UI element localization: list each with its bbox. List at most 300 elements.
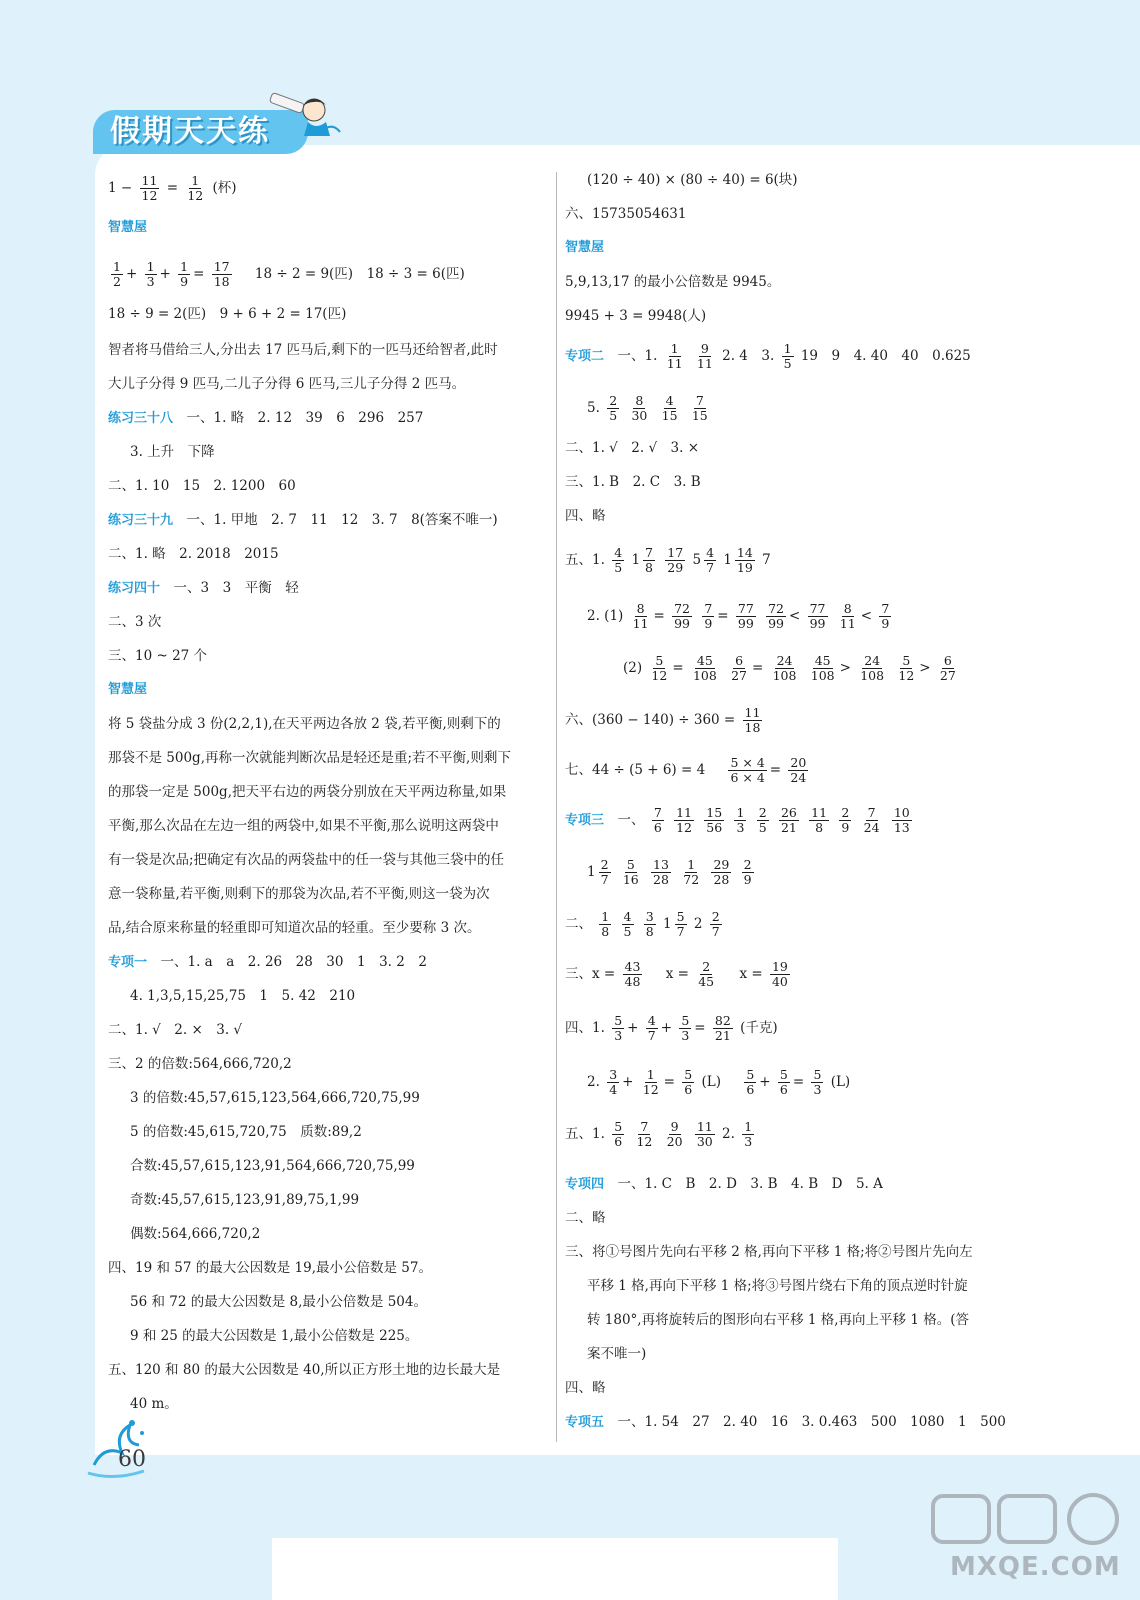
numerator: 5 <box>813 1067 822 1082</box>
numerator: 2 <box>711 909 720 924</box>
text-segment: (L) <box>701 1074 722 1090</box>
denominator: 3 <box>681 1028 690 1043</box>
text-segment: 五、1. <box>565 552 605 568</box>
fraction <box>679 1014 691 1043</box>
fraction <box>631 602 651 631</box>
numerator: 11 <box>744 705 761 720</box>
text-segment: + <box>125 266 138 282</box>
denominator: 9 <box>743 872 752 887</box>
denominator: 7 <box>706 560 715 575</box>
denominator: 13 <box>893 820 910 835</box>
text-segment: 2. 4 3. <box>722 348 775 364</box>
text-segment: = <box>717 608 729 624</box>
numerator: 2 <box>702 959 711 974</box>
fraction <box>695 1120 715 1149</box>
numerator: 24 <box>864 653 881 668</box>
text-segment: 1 <box>631 552 641 568</box>
numerator: 7 <box>653 805 662 820</box>
fraction <box>672 602 692 631</box>
answer-line <box>565 546 771 575</box>
fraction <box>735 546 755 575</box>
fraction <box>178 260 190 289</box>
fraction <box>729 654 749 683</box>
answer-line <box>587 858 757 887</box>
fraction <box>713 1014 733 1043</box>
fraction <box>644 910 656 939</box>
text-segment: 一、1. a a 2. 26 28 30 1 3. 2 2 <box>160 954 427 970</box>
denominator: 99 <box>768 616 784 631</box>
numerator: 11 <box>141 173 158 188</box>
fraction <box>757 806 769 835</box>
answer-line: 四、略 <box>565 1380 606 1396</box>
denominator: 99 <box>809 616 826 631</box>
denominator: 19 <box>736 560 753 575</box>
answer-line: 那袋不是 500g,再称一次就能判断次品是轻还是重;若不平衡,则剩下 <box>108 750 511 766</box>
numerator: 4 <box>665 393 674 408</box>
numerator: 7 <box>695 393 704 408</box>
denominator: 6 <box>684 1082 693 1097</box>
fraction <box>742 858 754 887</box>
text-segment: x = <box>665 966 689 982</box>
fraction <box>634 1120 654 1149</box>
answer-line: 4. 1,3,5,15,25,75 1 5. 42 210 <box>130 988 356 1004</box>
text-segment: = <box>769 762 782 778</box>
answer-line <box>623 654 961 683</box>
answer-line: 偶数:564,666,720,2 <box>130 1226 261 1242</box>
text-segment: x = <box>739 966 763 982</box>
cartoon-kid-icon <box>268 88 343 143</box>
answer-line: 六、15735054631 <box>565 206 687 222</box>
numerator: 9 <box>700 341 709 356</box>
numerator: 5 <box>614 1119 623 1134</box>
section-heading: 智慧屋 <box>108 220 148 235</box>
denominator: 11 <box>696 356 713 371</box>
denominator: 9 <box>704 616 713 631</box>
footer-blank-box <box>272 1538 838 1600</box>
text-segment: + <box>759 1074 771 1090</box>
answer-line: 合数:45,57,615,123,91,564,666,720,75,99 <box>130 1158 415 1174</box>
fraction <box>185 174 205 203</box>
denominator: 6 <box>746 1082 755 1097</box>
numerator: 11 <box>696 1119 713 1134</box>
denominator: 12 <box>676 820 692 835</box>
numerator: 45 <box>696 653 713 668</box>
text-segment: 1 <box>587 864 596 880</box>
answer-line: 四、19 和 57 的最大公因数是 19,最小公倍数是 57。 <box>108 1260 432 1276</box>
numerator: 77 <box>809 601 826 616</box>
fraction <box>696 960 716 989</box>
numerator: 1 <box>113 259 121 274</box>
text-segment: = <box>663 1074 675 1090</box>
answer-line: 大儿子分得 9 匹马,二儿子分得 6 匹马,三儿子分得 2 匹马。 <box>108 376 466 392</box>
denominator: 72 <box>683 872 700 887</box>
answer-line <box>565 1412 1006 1433</box>
fraction <box>599 910 611 939</box>
answer-line: 意一袋称量,若平衡,则剩下的那袋为次品,若不平衡,则这一袋为次 <box>108 886 490 902</box>
answer-line: 品,结合原来称量的轻重即可知道次品的轻重。至少要称 3 次。 <box>108 920 481 936</box>
text-segment: = <box>694 1020 706 1036</box>
fraction <box>734 806 746 835</box>
answer-line: 二、1. 略 2. 2018 2015 <box>108 546 279 562</box>
watermark-logo-icon <box>925 1488 1135 1548</box>
numerator: 4 <box>647 1013 656 1028</box>
denominator: 6 <box>653 820 662 835</box>
text-segment: 六、(360 − 140) ÷ 360 = <box>565 712 736 728</box>
answer-line <box>587 602 894 631</box>
numerator: 1 <box>180 259 189 274</box>
fraction <box>652 806 664 835</box>
numerator: 6 <box>735 653 744 668</box>
fraction <box>599 858 611 887</box>
fraction <box>651 858 671 887</box>
denominator: 9 <box>881 616 890 631</box>
denominator: 20 <box>666 1134 683 1149</box>
numerator: 26 <box>780 805 797 820</box>
denominator: 12 <box>636 1134 653 1149</box>
text-segment: 一、1. 54 27 2. 40 16 3. 0.463 500 1080 1 500 <box>617 1414 1006 1430</box>
fraction <box>938 654 958 683</box>
answer-line: 40 m。 <box>130 1396 178 1412</box>
text-segment: 18 ÷ 2 = 9(匹) 18 ÷ 3 = 6(匹) <box>254 266 465 282</box>
answer-line: 三、1. B 2. C 3. B <box>565 474 701 490</box>
numerator: 1 <box>744 1119 753 1134</box>
denominator: 108 <box>860 668 885 683</box>
answer-line: 三、将①号图片先向右平移 2 格,再向下平移 1 格;将②号图片先向左 <box>565 1244 973 1260</box>
text-segment: 一、1. <box>617 348 658 364</box>
denominator: 56 <box>706 820 723 835</box>
answer-line: 三、10 ~ 27 个 <box>108 648 208 664</box>
numerator: 9 <box>670 1119 679 1134</box>
fraction <box>691 654 719 683</box>
answer-line <box>108 578 299 599</box>
text-segment: 7 <box>762 552 771 568</box>
fraction <box>766 602 786 631</box>
denominator: 40 <box>771 974 788 989</box>
denominator: 9 <box>180 274 189 289</box>
denominator: 12 <box>141 188 158 203</box>
denominator: 5 <box>609 408 618 423</box>
denominator: 2 <box>113 274 121 289</box>
denominator: 3 <box>744 1134 753 1149</box>
answer-line <box>565 342 971 371</box>
column-divider <box>556 172 557 1442</box>
fraction <box>788 756 808 785</box>
answer-line: 案不唯一) <box>587 1346 647 1362</box>
answer-line: 三、2 的倍数:564,666,720,2 <box>108 1056 292 1072</box>
denominator: 6 × 4 <box>730 770 765 785</box>
answer-line <box>565 706 765 735</box>
fraction <box>140 174 160 203</box>
answer-line <box>587 394 713 423</box>
numerator: 3 <box>609 1067 618 1082</box>
numerator: 11 <box>676 805 692 820</box>
fraction <box>665 546 685 575</box>
text-segment: 5 <box>692 552 702 568</box>
header-title: 假期天天练 <box>110 114 270 149</box>
numerator: 13 <box>653 857 669 872</box>
numerator: 2 <box>758 805 767 820</box>
denominator: 28 <box>653 872 669 887</box>
answer-line: 将 5 袋盐分成 3 份(2,2,1),在天平两边各放 2 袋,若平衡,则剩下的 <box>108 716 501 732</box>
text-segment: 三、x = <box>565 966 616 982</box>
numerator: 1 <box>646 1067 655 1082</box>
text-segment: + <box>627 1020 639 1036</box>
numerator: 7 <box>640 1119 649 1134</box>
numerator: 4 <box>623 909 632 924</box>
numerator: 29 <box>713 857 730 872</box>
numerator: 8 <box>843 601 852 616</box>
denominator: 48 <box>624 974 641 989</box>
fraction <box>779 806 799 835</box>
answer-line <box>565 806 915 835</box>
fraction <box>736 602 756 631</box>
fraction <box>702 602 714 631</box>
text-segment: > <box>919 660 931 676</box>
denominator: 6 <box>779 1082 788 1097</box>
fraction <box>838 602 858 631</box>
fraction <box>778 1068 790 1097</box>
fraction <box>612 1120 624 1149</box>
answer-line: 五、120 和 80 的最大公因数是 40,所以正方形土地的边长最大是 <box>108 1362 501 1378</box>
denominator: 4 <box>609 1082 618 1097</box>
text-segment: = <box>752 660 764 676</box>
denominator: 3 <box>614 1028 623 1043</box>
text-segment: (杯) <box>212 180 237 196</box>
text-segment: 1 − <box>108 180 133 196</box>
answer-line: 转 180°,再将旋转后的图形向右平移 1 格,再向上平移 1 格。(答 <box>587 1312 970 1328</box>
answer-line: 智者将马借给三人,分出去 17 匹马后,剩下的一匹马还给智者,此时 <box>108 342 498 358</box>
fraction <box>892 806 912 835</box>
denominator: 30 <box>696 1134 713 1149</box>
text-segment: 1 <box>663 916 672 932</box>
denominator: 108 <box>772 668 797 683</box>
denominator: 99 <box>737 616 754 631</box>
answer-line: 5,9,13,17 的最小公倍数是 9945。 <box>565 274 781 290</box>
fraction <box>858 654 886 683</box>
fraction <box>649 654 669 683</box>
denominator: 18 <box>744 720 761 735</box>
text-segment: = <box>193 266 205 282</box>
fraction <box>782 342 794 371</box>
denominator: 27 <box>939 668 956 683</box>
text-segment: (千克) <box>740 1020 778 1036</box>
fraction <box>660 394 680 423</box>
text-segment: 2 <box>693 916 703 932</box>
denominator: 3 <box>813 1082 822 1097</box>
denominator: 21 <box>780 820 797 835</box>
fraction <box>711 858 731 887</box>
fraction <box>212 260 232 289</box>
numerator: 1 <box>146 259 155 274</box>
answer-line: 二、1. 10 15 2. 1200 60 <box>108 478 296 494</box>
fraction <box>808 602 828 631</box>
answer-line <box>108 510 498 531</box>
denominator: 3 <box>736 820 745 835</box>
denominator: 45 <box>698 974 715 989</box>
denominator: 7 <box>676 924 685 939</box>
fraction <box>629 394 649 423</box>
fraction <box>622 910 634 939</box>
numerator: 17 <box>213 259 230 274</box>
numerator: 2 <box>609 393 618 408</box>
denominator: 12 <box>187 188 204 203</box>
numerator: 5 <box>902 653 911 668</box>
fraction <box>710 910 722 939</box>
denominator: 29 <box>667 560 684 575</box>
answer-line: 3 的倍数:45,57,615,123,564,666,720,75,99 <box>130 1090 420 1106</box>
text-segment: > <box>839 660 851 676</box>
section-label: 专项一 <box>108 955 148 970</box>
fraction <box>809 806 829 835</box>
answer-line: 二、1. √ 2. √ 3. × <box>565 440 700 456</box>
answer-line: 平衡,那么次品在左边一组的两袋中,如果不平衡,那么说明这两袋中 <box>108 818 499 834</box>
text-segment: 一、3 3 平衡 轻 <box>173 580 299 596</box>
denominator: 8 <box>645 924 654 939</box>
numerator: 5 <box>681 1013 690 1028</box>
numerator: 1 <box>670 341 679 356</box>
answer-line: 56 和 72 的最大公因数是 8,最小公倍数是 504。 <box>130 1294 427 1310</box>
denominator: 7 <box>647 1028 656 1043</box>
numerator: 8 <box>635 393 644 408</box>
fraction <box>879 602 891 631</box>
answer-line: 二、1. √ 2. × 3. √ <box>108 1022 243 1038</box>
section-label: 练习三十九 <box>108 513 174 528</box>
section-label: 专项四 <box>565 1177 605 1192</box>
text-segment: 5. <box>587 400 600 416</box>
fraction <box>665 342 685 371</box>
answer-line <box>565 756 811 785</box>
fraction <box>643 546 655 575</box>
numerator: 10 <box>893 805 910 820</box>
fraction <box>811 1068 823 1097</box>
numerator: 4 <box>706 545 715 560</box>
numerator: 3 <box>645 909 654 924</box>
section-heading: 智慧屋 <box>565 240 605 255</box>
numerator: 5 <box>614 1013 623 1028</box>
answer-line <box>108 408 423 429</box>
numerator: 8 <box>636 601 645 616</box>
denominator: 11 <box>839 616 856 631</box>
denominator: 28 <box>713 872 730 887</box>
fraction <box>770 960 790 989</box>
denominator: 6 <box>614 1134 623 1149</box>
fraction <box>744 1068 756 1097</box>
numerator: 7 <box>881 601 890 616</box>
fraction <box>623 960 643 989</box>
numerator: 11 <box>811 805 828 820</box>
fraction <box>704 546 716 575</box>
fraction <box>646 1014 658 1043</box>
fraction <box>675 910 687 939</box>
answer-line: 四、略 <box>565 508 606 524</box>
answer-line: 3. 上升 下降 <box>130 444 215 460</box>
answer-line <box>565 1014 778 1043</box>
text-segment: + <box>622 1074 634 1090</box>
numerator: 15 <box>706 805 723 820</box>
numerator: 4 <box>614 545 623 560</box>
denominator: 12 <box>642 1082 659 1097</box>
numerator: 24 <box>776 653 793 668</box>
section-label: 专项二 <box>565 349 605 364</box>
fraction <box>612 1014 624 1043</box>
text-segment: 19 9 4. 40 40 0.625 <box>800 348 971 364</box>
numerator: 2 <box>600 857 609 872</box>
numerator: 7 <box>867 805 876 820</box>
fraction <box>809 654 837 683</box>
text-segment: + <box>159 266 171 282</box>
numerator: 1 <box>736 805 745 820</box>
section-label: 专项五 <box>565 1415 605 1430</box>
fraction <box>862 806 882 835</box>
text-segment: 一、 <box>617 812 645 828</box>
denominator: 5 <box>783 356 792 371</box>
numerator: 5 <box>676 909 685 924</box>
text-segment: 1 <box>723 552 732 568</box>
answer-line: 9945 + 3 = 9948(人) <box>565 308 707 324</box>
answer-line <box>108 260 465 289</box>
answer-line: 的那袋一定是 500g,把天平右边的两袋分别放在天平两边称量,如果 <box>108 784 507 800</box>
text-segment: = <box>166 180 179 196</box>
answer-line <box>565 910 725 939</box>
answer-line: 9 和 25 的最大公因数是 1,最小公倍数是 225。 <box>130 1328 419 1344</box>
text-segment: 一、1. 甲地 2. 7 11 12 3. 7 8(答案不唯一) <box>186 512 498 528</box>
fraction <box>641 1068 661 1097</box>
denominator: 12 <box>651 668 668 683</box>
answer-line <box>108 952 427 973</box>
text-segment: 2. (1) <box>587 608 624 624</box>
text-segment: 2. <box>587 1074 600 1090</box>
answer-line: 有一袋是次品;把确定有次品的两袋盐中的任一袋与其他三袋中的任 <box>108 852 505 868</box>
watermark-domain: MXQE.COM <box>950 1552 1121 1582</box>
text-segment: = <box>792 1074 805 1090</box>
fraction <box>695 342 715 371</box>
denominator: 9 <box>841 820 850 835</box>
text-segment: + <box>660 1020 673 1036</box>
numerator: 1 <box>687 857 696 872</box>
fraction <box>145 260 157 289</box>
section-label: 练习三十八 <box>108 411 174 426</box>
text-segment: 二、 <box>565 916 592 932</box>
fraction <box>742 1120 754 1149</box>
fraction <box>896 654 916 683</box>
numerator: 72 <box>768 601 784 616</box>
fraction <box>607 394 619 423</box>
numerator: 7 <box>645 545 653 560</box>
numerator: 5 <box>684 1067 693 1082</box>
denominator: 99 <box>674 616 691 631</box>
denominator: 8 <box>645 560 653 575</box>
fraction <box>839 806 851 835</box>
denominator: 108 <box>810 668 835 683</box>
denominator: 5 <box>614 560 623 575</box>
fraction <box>681 858 701 887</box>
denominator: 5 <box>758 820 767 835</box>
numerator: 77 <box>737 601 754 616</box>
numerator: 82 <box>714 1013 731 1028</box>
answer-line <box>565 960 793 989</box>
fraction <box>704 806 724 835</box>
fraction <box>674 806 694 835</box>
fraction <box>690 394 710 423</box>
text-segment: 五、1. <box>565 1126 605 1142</box>
denominator: 11 <box>632 616 649 631</box>
denominator: 3 <box>146 274 155 289</box>
denominator: 8 <box>601 924 610 939</box>
denominator: 15 <box>691 408 708 423</box>
numerator: 14 <box>736 545 753 560</box>
numerator: 7 <box>704 601 713 616</box>
text-segment: 2. <box>722 1126 735 1142</box>
